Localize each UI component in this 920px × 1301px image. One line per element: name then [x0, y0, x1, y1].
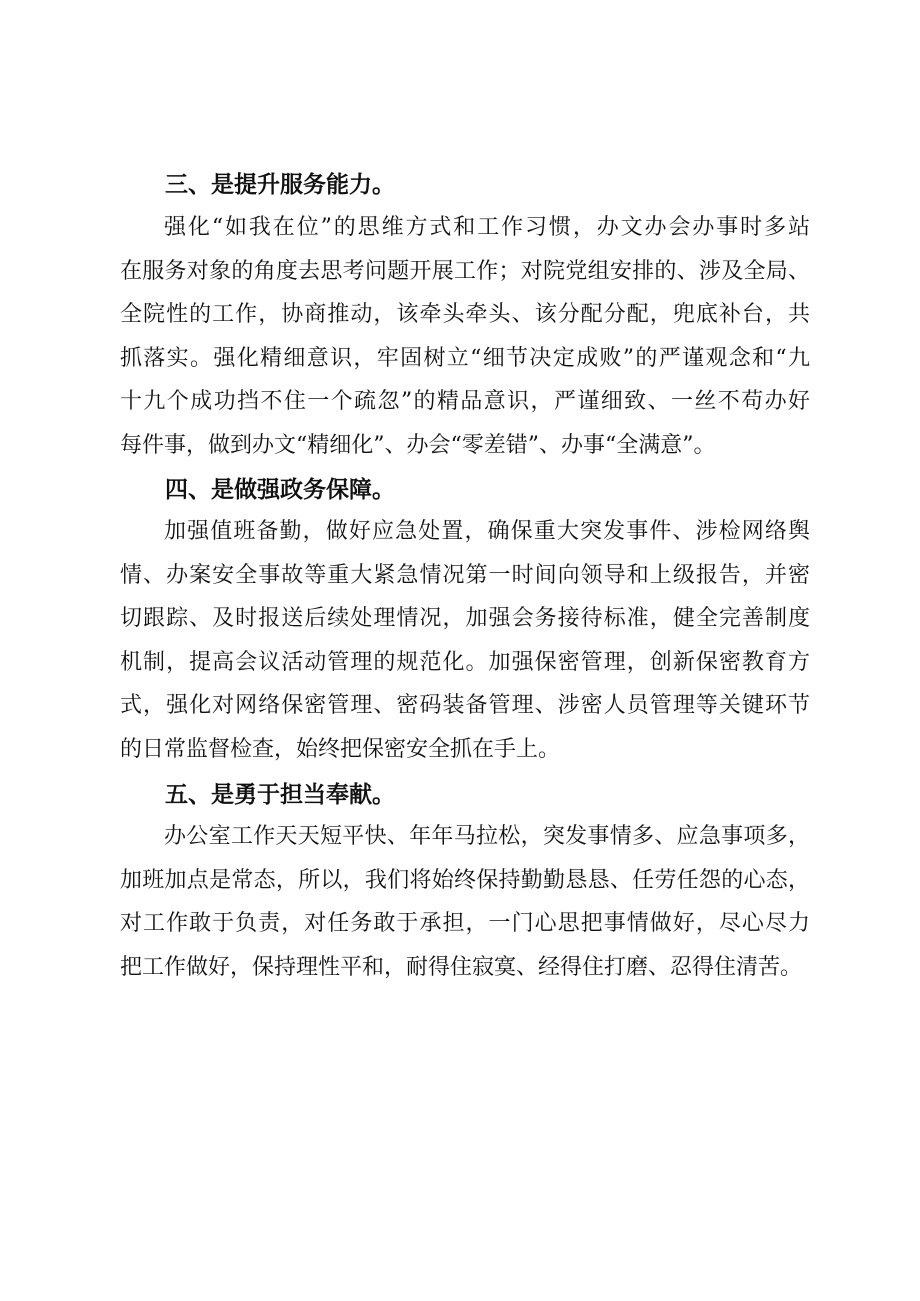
- section-paragraph-government-affairs: [120, 510, 810, 771]
- paragraph-line: 全院性的工作，协商推动，该牵头牵头、该分配分配，兜底补台，共: [120, 302, 810, 327]
- paragraph-line: 机制，提高会议活动管理的规范化。加强保密管理，创新保密教育方: [120, 649, 810, 675]
- paragraph-line: 的日常监督检查，始终把保密安全抓在手上。: [120, 736, 561, 762]
- paragraph-line: 对工作敢于负责，对任务敢于承担，一门心思把事情做好，尽心尽力: [120, 911, 810, 936]
- paragraph-line: 加班加点是常态，所以，我们将始终保持勤勤恳恳、任劳任怨的心态，: [120, 867, 810, 893]
- paragraph-line: 在服务对象的角度去思考问题开展工作；对院党组安排的、涉及全局、: [120, 258, 810, 284]
- section-paragraph-service: [120, 206, 810, 467]
- paragraph-line: 切跟踪、及时报送后续处理情况，加强会务接待标准，健全完善制度: [120, 606, 810, 631]
- section-heading-government-affairs: 四、是做强政务保障。: [165, 477, 395, 503]
- paragraph-line: 强化“如我在位”的思维方式和工作习惯，办文办会办事时多站: [164, 215, 810, 240]
- paragraph-line: 每件事，做到办文“精细化”、办会“零差错”、办事“全满意”。: [120, 432, 716, 458]
- paragraph-line: 抓落实。强化精细意识，牢固树立“细节决定成败”的严谨观念和“九: [120, 345, 810, 371]
- paragraph-line: 办公室工作天天短平快、年年马拉松，突发事情多、应急事项多，: [164, 824, 810, 849]
- paragraph-line: 情、办案安全事故等重大紧急情况第一时间向领导和上级报告，并密: [120, 562, 810, 588]
- section-heading-service: 三、是提升服务能力。: [165, 172, 395, 198]
- paragraph-line: 把工作做好，保持理性平和，耐得住寂寞、经得住打磨、忍得住清苦。: [120, 954, 803, 980]
- paragraph-line: 式，强化对网络保密管理、密码装备管理、涉密人员管理等关键环节: [120, 693, 810, 718]
- paragraph-line: 加强值班备勤，做好应急处置，确保重大突发事件、涉检网络舆: [164, 519, 810, 544]
- paragraph-line: 十九个成功挡不住一个疏忽”的精品意识，严谨细致、一丝不苟办好: [120, 389, 810, 414]
- section-heading-dedication: 五、是勇于担当奉献。: [165, 782, 395, 808]
- section-paragraph-dedication: [120, 815, 810, 989]
